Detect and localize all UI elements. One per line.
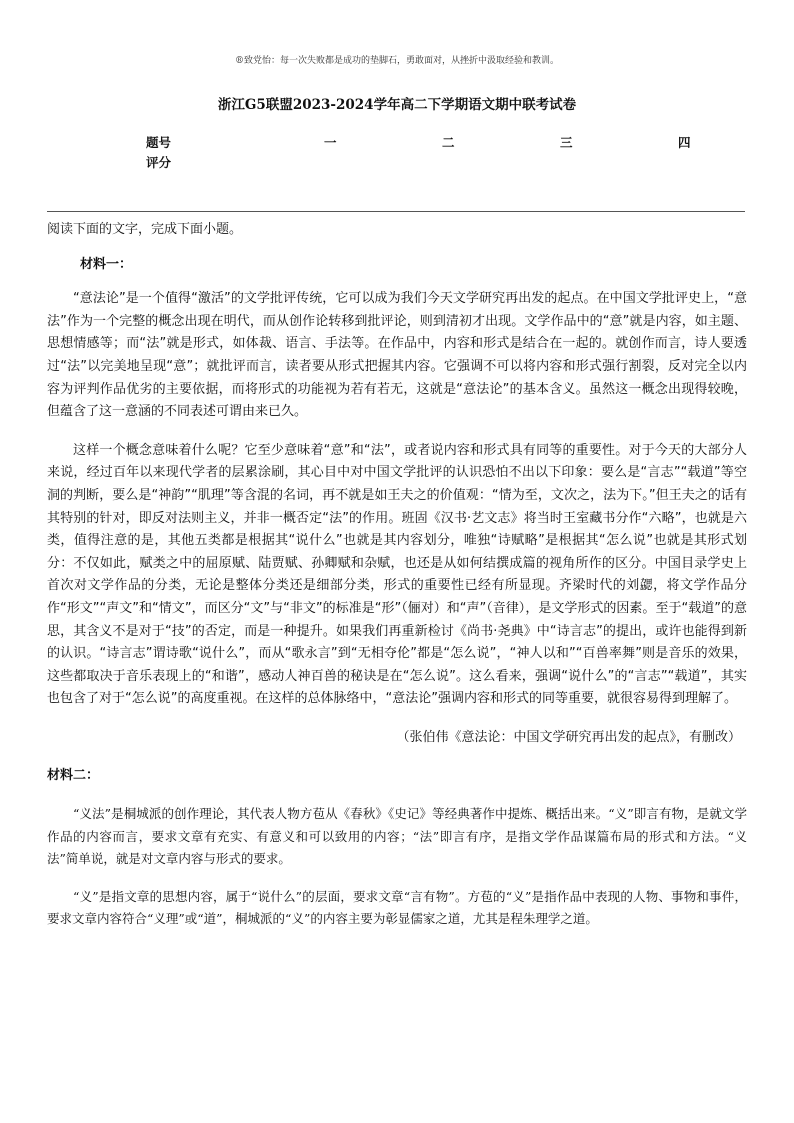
instruction-text: 阅读下面的文字，完成下面小题。 [47,222,243,237]
column-2: 二 [442,135,455,150]
question-number-label: 题号 [146,135,172,150]
score-label: 评分 [146,155,172,170]
score-table [146,133,706,173]
score-table-header-row [146,133,706,153]
motivational-notice: ®致党怡：每一次失败都是成功的垫脚石，勇敢面对，从挫折中汲取经验和教训。 [234,56,559,66]
material-1-heading: 材料一： [80,256,133,272]
material-2-paragraph-1: “义法”是桐城派的创作理论，其代表人物方苞从《春秋》《史记》等经典著作中提炼、概括出来。“义”即言有物，是就文学作品的内容而言，要求文章有充实、有意义和可以致用的内容；“法”即言有序，是指文学作品谋篇布局的形式和方法。“义法”简单说，就是对文章内容与形式的要求。 [47,806,747,867]
column-1: 一 [324,135,337,150]
column-4: 四 [678,135,691,150]
document-body [47,219,747,946]
section-divider [47,211,745,212]
material-1-paragraph-1: “意法论”是一个值得“激活”的文学批评传统，它可以成为我们今天文学研究再出发的起点。在中国文学批评史上，“意法”作为一个完整的概念出现在明代，而从创作论转移到批评论，则到清初才出现。文学作品中的“意”就是内容，如主题、思想情感等；而“法”就是形式，如体裁、语言、手法等。在作品中，内容和形式是结合在一起的。就创作而言，诗人要透过“法”以完美地呈现“意”；就批评而言，读者要从形式把握其内容。它强调不可以将内容和形式强行割裂，反对完全以内容为评判作品优劣的主要依据，而将形式的功能视为若有若无，这就是“意法论”的基本含义。虽然这一概念出现得较晚，但蕴含了这一意涵的不同表述可谓由来已久。 [47,291,747,420]
material-1-paragraph-2: 这样一个概念意味着什么呢？它至少意味着“意”和“法”，或者说内容和形式具有同等的重要性。对于今天的大部分人来说，经过百年以来现代学者的层累涂刷，其心目中对中国文学批评的认识恐怕不出以下印象：要么是“言志”“载道”等空洞的判断，要么是“神韵”“肌理”等含混的名词，再不就是如王夫之的价值观：“情为至，文次之，法为下。”但王夫之的话有其特别的针对，即反对法则主义，并非一概否定“法”的作用。班固《汉书·艺文志》将当时王室藏书分作“六略”，也就是六类，值得注意的是，其他五类都是根据其“说什么”也就是其内容划分，唯独“诗赋略”是根据其“怎么说”也就是其形式划分：不仅如此，赋类之中的屈原赋、陆贾赋、孙卿赋和杂赋，也还是从如何结撰成篇的视角所作的区分。中国目录学史上首次对文学作品的分类，无论是整体分类还是细部分类，形式的重要性已经有所显现。齐梁时代的刘勰，将文学作品分作“形文”“声文”和“情文”，而区分“文”与“非文”的标准是“形”（俪对）和“声”（音律），是文学形式的因素。至于“载道”的意思，其含义不是对于“技”的否定，而是一种提升。如果我们再重新检讨《尚书·尧典》中“诗言志”的提出，或许也能得到新的认识。“诗言志”谓诗歌“说什么”，而从“歌永言”到“无相夺伦”都是“怎么说”，“神人以和”“百兽率舞”则是音乐的效果，这些都取决于音乐表现上的“和谐”，感动人神百兽的秘诀是在“怎么说”。这么看来，强调“说什么”的“言志”“载道”，其实也包含了对于“怎么说”的高度重视。在这样的总体脉络中，“意法论”强调内容和形式的同等重要，就很容易得到理解了。 [47,442,747,707]
score-table-score-row [146,153,706,173]
document-title: 浙江G5联盟2023-2024学年高二下学期语文期中联考试卷 [217,97,577,113]
material-1-source: （张伯伟《意法论：中国文学研究再出发的起点》，有删改） [396,729,741,745]
material-2-paragraph-2: “义”是指文章的思想内容，属于“说什么”的层面，要求文章“言有物”。方苞的“义”是指作品中表现的人物、事物和事件，要求文章内容符合“义理”或“道”，桐城派的“义”的内容主要为彰显儒家之道，尤其是程朱理学之道。 [47,888,747,927]
column-3: 三 [560,135,573,150]
material-2-heading: 材料二： [47,768,100,784]
